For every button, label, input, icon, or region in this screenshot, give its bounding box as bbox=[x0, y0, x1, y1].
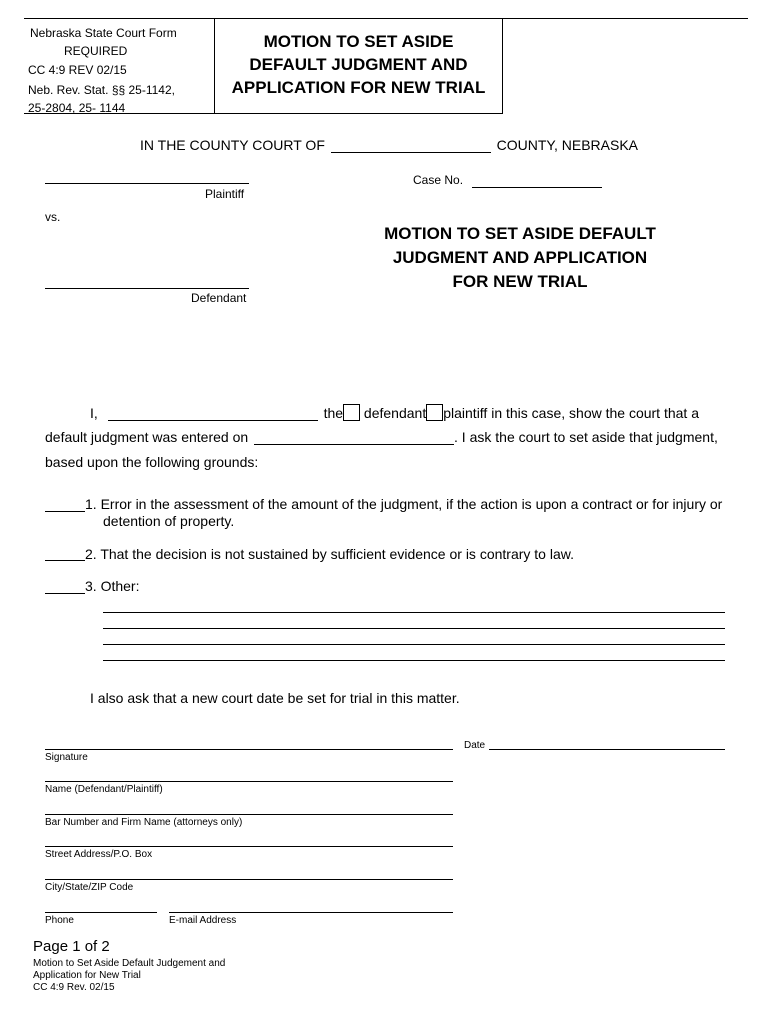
bar-number-label: Bar Number and Firm Name (attorneys only) bbox=[45, 817, 243, 828]
ground3-blank[interactable] bbox=[45, 593, 85, 594]
email-label: E-mail Address bbox=[169, 915, 237, 926]
plaintiff-field[interactable] bbox=[45, 183, 249, 184]
defendant-option-label: defendant bbox=[363, 405, 427, 421]
header-title-line2: DEFAULT JUDGMENT AND bbox=[249, 55, 468, 74]
form-statute-line2: 25-2804, 25- 1144 bbox=[28, 101, 126, 115]
statement-plaintiff-tail: plaintiff in this case, show the court that a bbox=[443, 405, 699, 421]
vs-label: vs. bbox=[45, 210, 61, 224]
motion-title-line2: JUDGMENT AND APPLICATION bbox=[392, 248, 648, 267]
date-label: Date bbox=[464, 740, 486, 751]
name-line[interactable] bbox=[45, 781, 453, 782]
footer-line3: CC 4:9 Rev. 02/15 bbox=[33, 982, 115, 993]
court-suffix: COUNTY, NEBRASKA bbox=[496, 137, 638, 153]
header-top-rule bbox=[24, 18, 748, 19]
plaintiff-label: Plaintiff bbox=[205, 187, 245, 201]
judgment-date-field[interactable] bbox=[254, 430, 454, 445]
defendant-field[interactable] bbox=[45, 288, 249, 289]
ground1-text: 1. Error in the assessment of the amount of the judgment, if the action is upon a contract or for injury or bbox=[85, 496, 723, 512]
header-title bbox=[215, 30, 502, 99]
statement-the: the bbox=[323, 405, 344, 421]
page-number: Page 1 of 2 bbox=[33, 938, 110, 955]
other-reason-line2[interactable] bbox=[103, 628, 725, 629]
street-label: Street Address/P.O. Box bbox=[45, 849, 153, 860]
court-prefix: IN THE COUNTY COURT OF bbox=[140, 137, 325, 153]
footer-info bbox=[33, 958, 225, 994]
ground1-text-cont: detention of property. bbox=[103, 513, 235, 529]
signature-label: Signature bbox=[45, 752, 88, 763]
case-no-field[interactable] bbox=[472, 187, 602, 188]
city-line[interactable] bbox=[45, 879, 453, 880]
form-info bbox=[28, 24, 212, 117]
footer-line2: Application for New Trial bbox=[33, 970, 141, 981]
plaintiff-checkbox[interactable] bbox=[426, 404, 443, 421]
ground3-text: 3. Other: bbox=[85, 578, 140, 594]
bar-number-line[interactable] bbox=[45, 814, 453, 815]
form-required: REQUIRED bbox=[64, 44, 128, 58]
motion-title-line3: FOR NEW TRIAL bbox=[452, 272, 588, 291]
county-field[interactable] bbox=[331, 138, 491, 153]
default-suffix: . I ask the court to set aside that judgment, bbox=[454, 429, 718, 445]
footer-line1: Motion to Set Aside Default Judgement and bbox=[33, 958, 226, 969]
header-title-line3: APPLICATION FOR NEW TRIAL bbox=[231, 78, 486, 97]
other-reason-line3[interactable] bbox=[103, 644, 725, 645]
email-line[interactable] bbox=[169, 912, 453, 913]
statement-line1 bbox=[90, 404, 699, 421]
case-no-label: Case No. bbox=[413, 173, 464, 187]
header-title-line1: MOTION TO SET ASIDE bbox=[263, 32, 454, 51]
default-prefix: default judgment was entered on bbox=[45, 429, 249, 445]
form-name: Nebraska State Court Form bbox=[30, 26, 177, 40]
phone-label: Phone bbox=[45, 915, 74, 926]
ground1-blank[interactable] bbox=[45, 511, 85, 512]
statement-line2 bbox=[45, 429, 718, 445]
signature-field[interactable] bbox=[45, 749, 453, 750]
new-date-request: I also ask that a new court date be set for trial in this matter. bbox=[90, 690, 460, 706]
motion-title-line1: MOTION TO SET ASIDE DEFAULT bbox=[384, 224, 656, 243]
defendant-label: Defendant bbox=[191, 291, 247, 305]
form-statute-line1: Neb. Rev. Stat. §§ 25-1142, bbox=[28, 83, 175, 97]
other-reason-line1[interactable] bbox=[103, 612, 725, 613]
date-field[interactable] bbox=[489, 749, 725, 750]
name-field[interactable] bbox=[108, 406, 318, 421]
ground2-text: 2. That the decision is not sustained by sufficient evidence or is contrary to law. bbox=[85, 546, 574, 562]
other-reason-line4[interactable] bbox=[103, 660, 725, 661]
defendant-checkbox[interactable] bbox=[343, 404, 360, 421]
grounds-intro: based upon the following grounds: bbox=[45, 454, 259, 470]
statement-i: I, bbox=[90, 405, 98, 421]
form-revision: CC 4:9 REV 02/15 bbox=[28, 63, 127, 77]
name-label: Name (Defendant/Plaintiff) bbox=[45, 784, 163, 795]
court-heading bbox=[140, 137, 638, 153]
city-label: City/State/ZIP Code bbox=[45, 882, 134, 893]
motion-title bbox=[330, 222, 710, 294]
phone-line[interactable] bbox=[45, 912, 157, 913]
ground2-blank[interactable] bbox=[45, 560, 85, 561]
header-divider-right bbox=[502, 18, 503, 114]
street-line[interactable] bbox=[45, 846, 453, 847]
